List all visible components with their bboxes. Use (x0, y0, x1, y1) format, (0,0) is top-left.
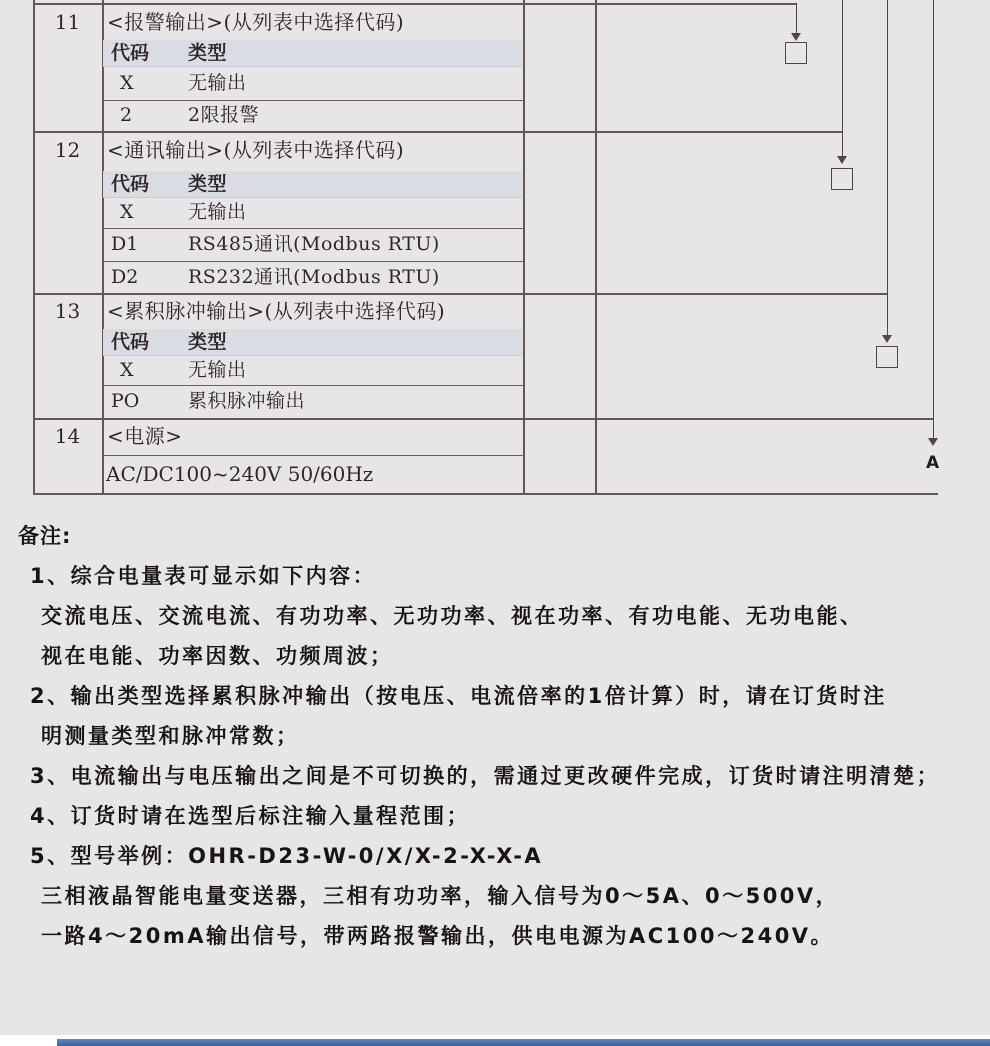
arrow-down-icon (837, 156, 847, 164)
row14-sub-line (102, 455, 523, 456)
col-header-code: 代码 (111, 173, 150, 195)
row13-sub-line (102, 385, 523, 386)
row11-sub-line (102, 100, 523, 101)
code-type-header-band (103, 329, 522, 356)
code-box-alarm (785, 42, 807, 64)
option-code: 2 (120, 104, 133, 126)
note-line: 1、综合电量表可显示如下内容： (30, 564, 377, 588)
note-line: 4、订货时请在选型后标注输入量程范围； (30, 804, 471, 828)
table-bottom-line (33, 493, 938, 495)
row-title: <报警输出>(从列表中选择代码) (107, 10, 405, 34)
note-line: 2、输出类型选择累积脉冲输出（按电压、电流倍率的1倍计算）时，请在订货时注 (30, 684, 887, 708)
option-type: 无输出 (188, 72, 247, 94)
note-line: 3、电流输出与电压输出之间是不可切换的，需通过更改硬件完成，订货时请注明清楚； (30, 764, 941, 788)
power-spec: AC/DC100~240V 50/60Hz (106, 462, 374, 486)
row-number: 13 (54, 299, 81, 323)
code-box-comm (831, 168, 853, 190)
option-code: X (120, 359, 134, 381)
power-code-label: A (926, 453, 940, 473)
connector-line-alarm (796, 3, 797, 35)
col-header-code: 代码 (111, 42, 150, 64)
row13-top-line (33, 293, 888, 295)
row-number: 11 (54, 10, 81, 34)
connector-line-pulse (887, 0, 888, 337)
footer-accent-bar (57, 1039, 990, 1046)
note-line: 交流电压、交流电流、有功功率、无功功率、视在功率、有功电能、无功电能、 (41, 604, 864, 628)
option-type: RS232通讯(Modbus RTU) (188, 266, 440, 288)
option-type: 2限报警 (188, 104, 260, 126)
col-header-type: 类型 (188, 331, 228, 353)
row12-sub-line-1 (102, 228, 523, 229)
col-header-code: 代码 (111, 331, 150, 353)
row-number: 14 (54, 424, 81, 448)
row-title: <电源> (107, 424, 183, 448)
row-title: <累积脉冲输出>(从列表中选择代码) (107, 299, 446, 323)
option-type: RS485通讯(Modbus RTU) (188, 233, 440, 255)
option-type: 累积脉冲输出 (188, 390, 306, 412)
row11-top-line (33, 3, 796, 5)
row14-top-line (33, 418, 934, 420)
option-code: X (120, 72, 134, 94)
col-header-type: 类型 (188, 173, 228, 195)
option-code: PO (111, 390, 140, 412)
note-line: 明测量类型和脉冲常数； (41, 724, 300, 748)
row-title: <通讯输出>(从列表中选择代码) (107, 138, 405, 162)
code-box-pulse (876, 346, 898, 368)
row12-top-line (33, 131, 843, 133)
note-line: 视在电能、功率因数、功频周波； (41, 644, 394, 668)
row12-sub-line-2 (102, 261, 523, 262)
note-line: 一路4～20mA输出信号，带两路报警输出，供电电源为AC100～240V。 (41, 924, 835, 948)
connector-line-comm (842, 0, 843, 158)
code-type-header-band (103, 40, 522, 67)
option-code: D2 (111, 266, 139, 288)
note-line: 三相液晶智能电量变送器，三相有功功率，输入信号为0～5A、0～500V， (41, 884, 840, 908)
note-line: 5、型号举例：OHR-D23-W-0/X/X-2-X-X-A (30, 844, 544, 868)
arrow-down-icon (882, 335, 892, 343)
code-type-header-band (103, 171, 522, 198)
option-code: X (120, 201, 134, 223)
option-code: D1 (111, 233, 139, 255)
connector-line-power (933, 0, 934, 440)
col-header-type: 类型 (188, 42, 228, 64)
notes-heading: 备注: (18, 524, 72, 548)
option-type: 无输出 (188, 359, 247, 381)
arrow-down-icon (791, 33, 801, 41)
arrow-down-icon (928, 438, 938, 446)
option-type: 无输出 (188, 201, 247, 223)
row-number: 12 (54, 138, 81, 162)
